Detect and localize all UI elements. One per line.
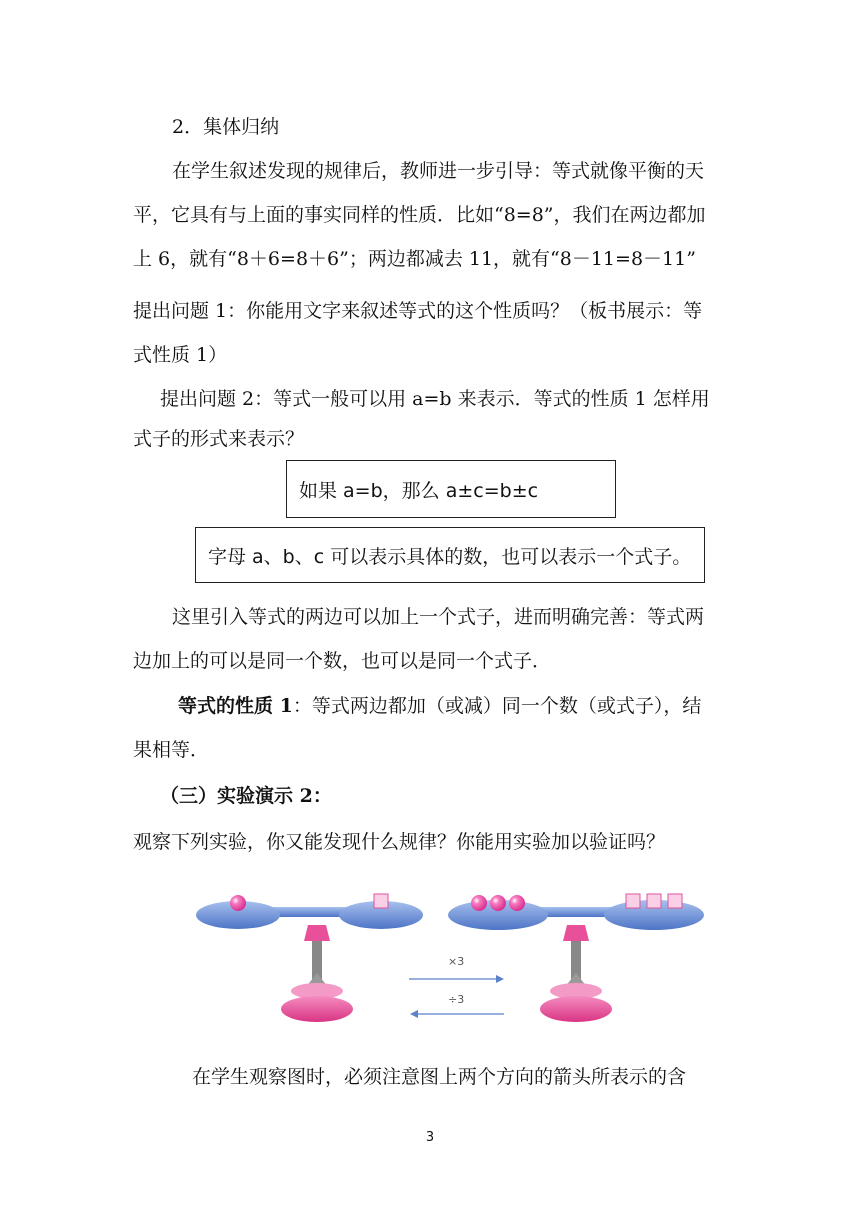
section-3-heading: （三）实验演示 2： <box>160 785 332 807</box>
property-1-line-2: 果相等． <box>133 739 210 761</box>
arrow-left-head <box>410 1010 418 1018</box>
formula-text: 如果 a=b，那么 a±c=b±c <box>299 479 539 502</box>
page-number: 3 <box>425 1130 435 1145</box>
question-1-line-2: 式性质 1） <box>133 344 228 366</box>
arrow-right-head <box>496 975 504 983</box>
cube <box>668 894 682 908</box>
observe-text: 观察下列实验，你又能发现什么规律？你能用实验加以验证吗？ <box>133 831 666 853</box>
ball <box>471 895 487 911</box>
right-stand-top <box>563 925 589 941</box>
ball <box>509 895 525 911</box>
paragraph-2-line-1: 这里引入等式的两边可以加上一个式子，进而明确完善：等式两 <box>172 606 705 628</box>
note-box <box>195 527 705 583</box>
ball <box>230 895 246 911</box>
ball <box>490 895 506 911</box>
arrow-left-label: ÷3 <box>448 993 465 1006</box>
arrow-right-label: ×3 <box>448 955 465 968</box>
property-1-line-1 <box>178 692 701 720</box>
paragraph-1-line-3: 上 6，就有“8＋6=8＋6”；两边都减去 11，就有“8－11=8－11” <box>133 248 696 270</box>
question-2-line-2: 式子的形式来表示？ <box>133 428 305 450</box>
paragraph-1-line-1: 在学生叙述发现的规律后，教师进一步引导：等式就像平衡的天 <box>172 160 705 182</box>
cube <box>626 894 640 908</box>
left-stand-top <box>304 925 330 941</box>
right-balance <box>448 894 704 1022</box>
cube <box>647 894 661 908</box>
note-text: 字母 a、b、c 可以表示具体的数，也可以表示一个式子。 <box>208 545 692 568</box>
cube <box>374 894 388 908</box>
balance-experiment-figure <box>196 885 716 1050</box>
question-1-line-1: 提出问题 1：你能用文字来叙述等式的这个性质吗？（板书展示：等 <box>133 300 703 322</box>
balance-figure-svg <box>196 885 716 1050</box>
property-1-label: 等式的性质 1 <box>178 695 293 717</box>
closing-text: 在学生观察图时，必须注意图上两个方向的箭头所表示的含 <box>192 1066 687 1088</box>
arrows <box>409 955 504 1018</box>
left-balance <box>196 894 423 1022</box>
question-2-line-1: 提出问题 2：等式一般可以用 a=b 来表示．等式的性质 1 怎样用 <box>160 388 710 410</box>
right-base-bottom <box>540 996 612 1022</box>
section-heading: 2．集体归纳 <box>172 116 280 138</box>
paragraph-2-line-2: 边加上的可以是同一个数，也可以是同一个式子． <box>133 650 552 672</box>
left-base-bottom <box>281 996 353 1022</box>
property-1-text: ：等式两边都加（或减）同一个数（或式子），结 <box>292 695 702 717</box>
paragraph-1-line-2: 平，它具有与上面的事实同样的性质．比如“8=8”，我们在两边都加 <box>133 204 706 226</box>
formula-box <box>286 460 616 518</box>
